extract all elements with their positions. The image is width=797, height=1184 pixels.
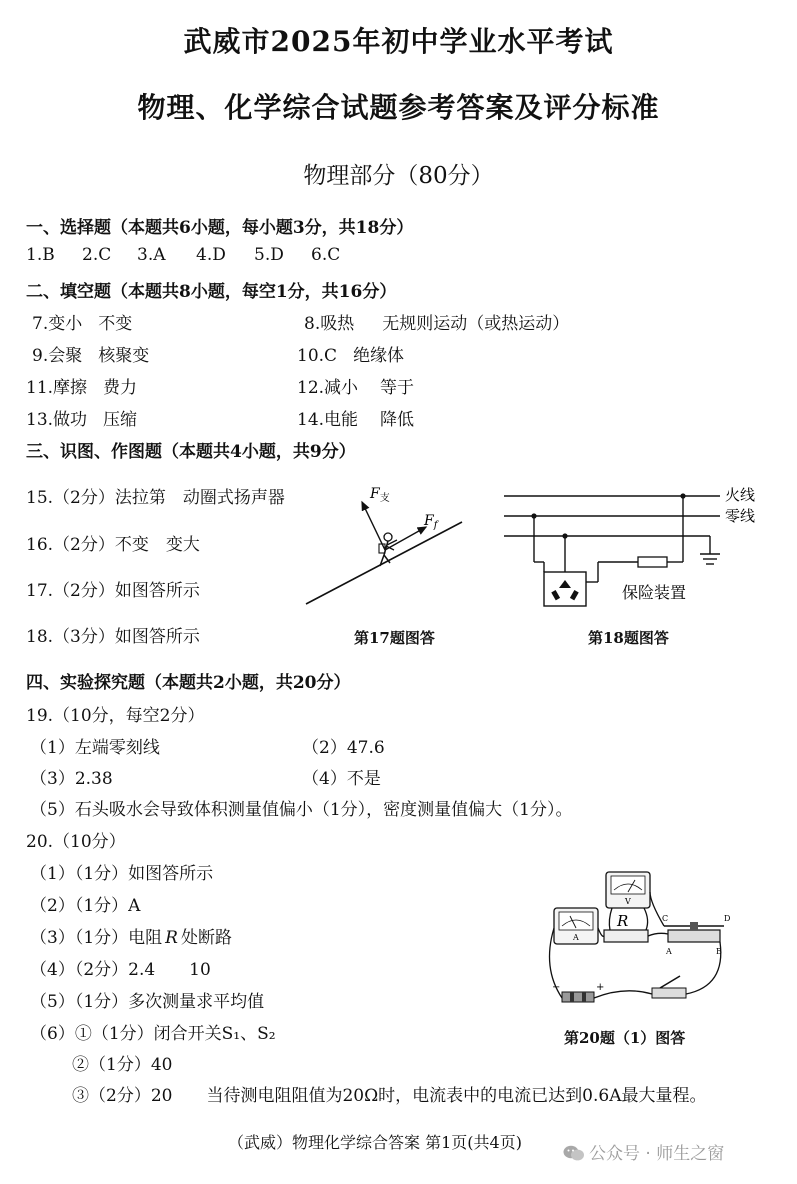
fuse-label: 保险装置 xyxy=(622,583,687,602)
svg-text:C: C xyxy=(662,914,669,923)
svg-text:−: − xyxy=(552,982,561,993)
q19-part-5: （5）石头吸水会导致体积测量值偏小（1分），密度测量值偏大（1分）。 xyxy=(30,800,573,820)
socket-symbol xyxy=(544,572,586,606)
q20-part-5: （5）（1分）多次测量求平均值 xyxy=(30,992,265,1012)
fill-item-14: 14.电能 降低 xyxy=(297,410,415,430)
figure-18-circuit xyxy=(500,482,770,612)
svg-text:R: R xyxy=(617,912,629,930)
support-force-label: $F_支$ xyxy=(370,486,390,504)
q19-part-4: （4）不是 xyxy=(302,769,381,789)
section-2-heading: 二、填空题（本题共8小题，每空1分，共16分） xyxy=(26,282,397,302)
q19-part-3: （3）2.38 xyxy=(30,769,113,789)
fill-item-13: 13.做功 压缩 xyxy=(26,410,138,430)
fill-item-8: 8.吸热 无规则运动（或热运动） xyxy=(304,314,570,334)
ammeter-icon xyxy=(554,908,598,944)
svg-text:A: A xyxy=(666,947,672,956)
svg-text:V: V xyxy=(625,897,631,906)
answer-15: 15.（2分）法拉第 动圈式扬声器 xyxy=(26,488,285,508)
figure-20-caption: 第20题（1）图答 xyxy=(564,1029,686,1047)
q20-part-1: （1）（1分）如图答所示 xyxy=(30,864,214,884)
q20-part-6-3: ③（2分）20 当待测电阻阻值为20Ω时，电流表中的电流已达到0.6A最大量程。 xyxy=(72,1086,707,1106)
neutral-wire-label: 零线 xyxy=(725,507,756,525)
answer-3: 3.A xyxy=(137,245,166,265)
q19-title: 19.（10分，每空2分） xyxy=(26,706,205,726)
fill-item-10: 10.C 绝缘体 xyxy=(297,346,405,366)
svg-text:B: B xyxy=(716,947,722,956)
live-wire-label: 火线 xyxy=(725,486,756,504)
answer-18: 18.（3分）如图答所示 xyxy=(26,627,200,647)
climber-figure xyxy=(379,533,397,566)
q20-part-2: （2）（1分）A xyxy=(30,896,141,916)
svg-text:D: D xyxy=(724,914,731,923)
section-1-heading: 一、选择题（本题共6小题，每小题3分，共18分） xyxy=(26,218,414,238)
answer-16: 16.（2分）不变 变大 xyxy=(26,535,200,555)
figure-20-circuit xyxy=(540,868,740,1018)
voltmeter-icon xyxy=(606,872,650,908)
fill-item-9: 9.会聚 核聚变 xyxy=(32,346,150,366)
watermark: 公众号 · 师生之窗 xyxy=(563,1139,724,1164)
fuse-symbol xyxy=(638,557,667,567)
title-line-1: 武威市2025年初中学业水平考试 xyxy=(183,25,614,58)
figure-18-caption: 第18题图答 xyxy=(588,629,669,647)
switch-icon xyxy=(652,976,686,998)
incline-line xyxy=(306,522,462,604)
answer-6: 6.C xyxy=(311,245,341,265)
answer-4: 4.D xyxy=(196,245,226,265)
fill-item-12: 12.减小 等于 xyxy=(297,378,415,398)
section-3-heading: 三、识图、作图题（本题共4小题，共9分） xyxy=(26,442,356,462)
q19-part-1: （1）左端零刻线 xyxy=(30,738,160,758)
title-line-2: 物理、化学综合试题参考答案及评分标准 xyxy=(137,91,660,124)
q19-part-2: （2）47.6 xyxy=(302,738,385,758)
q20-part-6-1: （6）①（1分）闭合开关S₁、S₂ xyxy=(30,1024,276,1044)
svg-text:+: + xyxy=(596,982,605,993)
ground-symbol xyxy=(700,554,720,564)
page-footer: （武威）物理化学综合答案 第1页(共4页) xyxy=(228,1133,522,1152)
support-force-arrow xyxy=(362,502,385,550)
q20-part-3: （3）（1分）电阻 R 处断路 xyxy=(30,928,232,948)
q20-part-4: （4）（2分）2.4 10 xyxy=(30,960,211,980)
friction-force-label: $F_f$ xyxy=(424,513,438,531)
fill-item-7: 7.变小 不变 xyxy=(32,314,133,334)
answer-1: 1.B xyxy=(26,245,55,265)
wechat-icon xyxy=(563,1144,585,1162)
subtitle: 物理部分（80分） xyxy=(303,163,494,189)
resistor-icon xyxy=(604,912,648,942)
figure-17-diagram xyxy=(300,480,480,610)
answer-17: 17.（2分）如图答所示 xyxy=(26,581,200,601)
answer-5: 5.D xyxy=(254,245,284,265)
q20-title: 20.（10分） xyxy=(26,832,126,852)
svg-text:A: A xyxy=(573,933,579,942)
section-4-heading: 四、实验探究题（本题共2小题，共20分） xyxy=(26,673,351,693)
q20-part-6-2: ②（1分）40 xyxy=(72,1055,173,1075)
answer-2: 2.C xyxy=(82,245,112,265)
battery-icon xyxy=(552,982,604,1002)
figure-17-caption: 第17题图答 xyxy=(354,629,435,647)
fill-item-11: 11.摩擦 费力 xyxy=(26,378,138,398)
